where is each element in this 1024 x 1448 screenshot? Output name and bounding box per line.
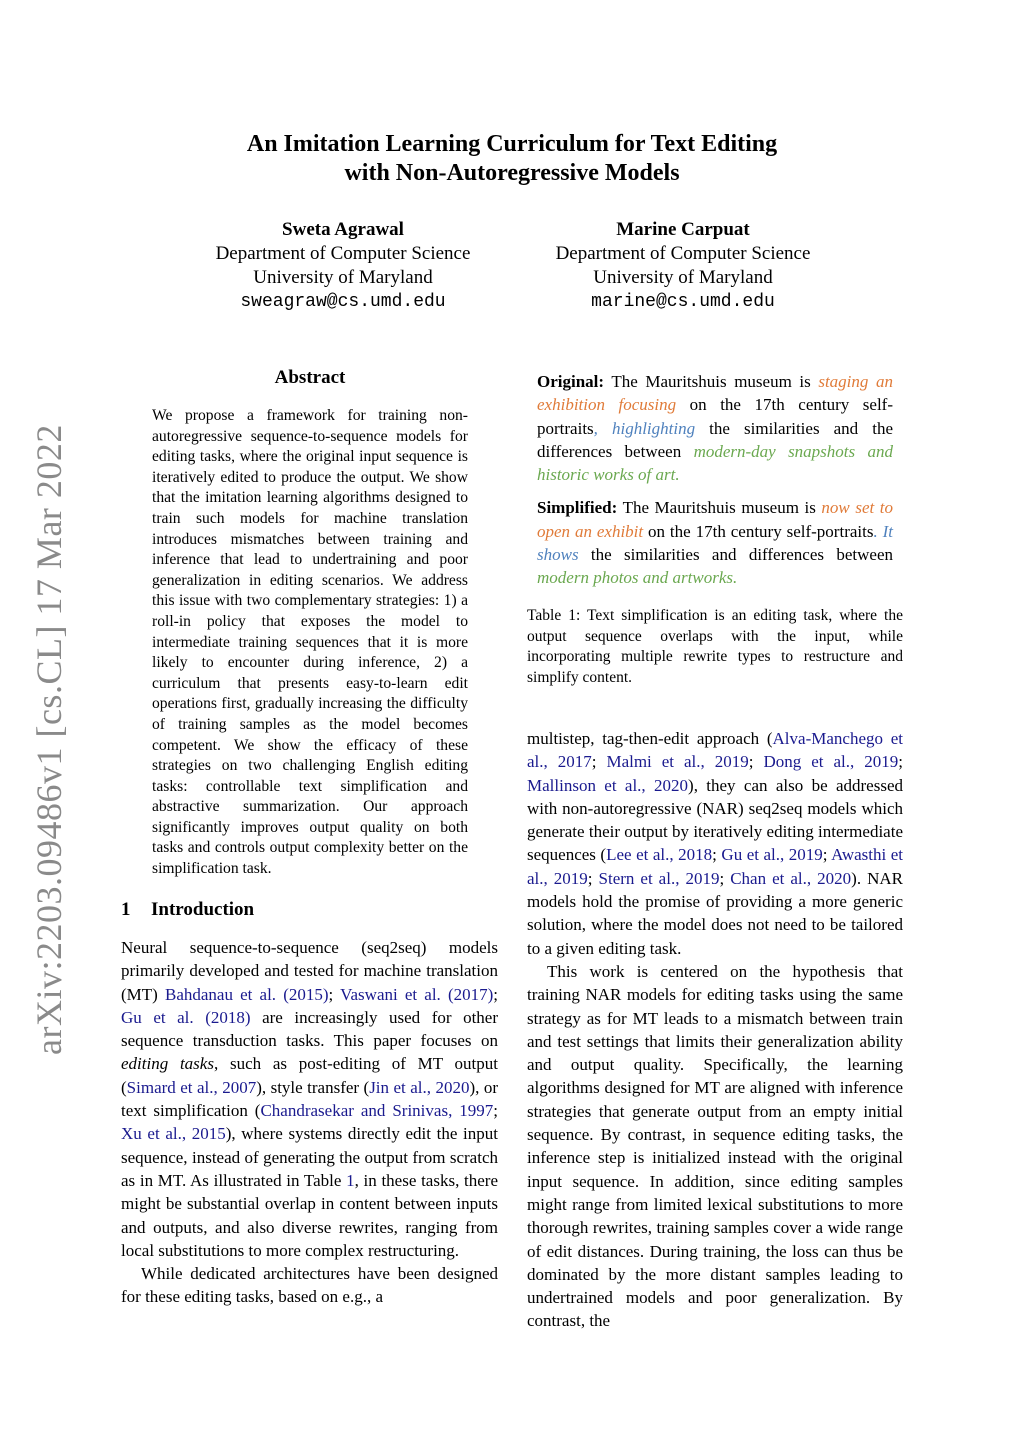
text-run: ;: [748, 752, 764, 772]
text-run: ;: [898, 752, 903, 772]
text-run: ;: [328, 984, 341, 1004]
text-run: the similarities and the differences between: [537, 418, 893, 461]
title-line-1: An Imitation Learning Curriculum for Text Editing: [246, 131, 778, 157]
original-sentence: [537, 370, 893, 486]
citation-link[interactable]: Mallinson et al., 2020: [527, 775, 689, 795]
text-run: ), or text simplification (: [121, 1077, 498, 1121]
section-number: 1: [121, 899, 131, 920]
abstract-heading: Abstract: [274, 367, 346, 388]
highlight-orange: staging an exhibition focusing: [537, 372, 893, 415]
author-univ: University of Maryland: [253, 267, 433, 288]
citation-link[interactable]: Alva-Manchego et al., 2017: [527, 729, 903, 772]
text-run: ;: [712, 845, 722, 865]
citation-link[interactable]: Bahdanau et al. (2015): [164, 984, 329, 1004]
author-univ: University of Maryland: [593, 267, 773, 288]
citation-link[interactable]: Chan et al., 2020: [730, 868, 852, 888]
arxiv-stamp: arXiv:2203.09486v1 [cs.CL] 17 Mar 2022: [29, 424, 69, 1055]
author-name: Sweta Agrawal: [282, 219, 404, 240]
citation-link[interactable]: Gu et al. (2018): [121, 1007, 251, 1027]
text-run: ). NAR models hold the promise of providing a more generic solution, where the model does not need to be tailored to a given editing task.: [527, 868, 903, 958]
text-run: ), they can also be addressed with non-autoregressive (NAR) seq2seq models which generate their output by iteratively editing intermediate sequences (: [527, 775, 903, 865]
citation-link[interactable]: Jin et al., 2020: [369, 1077, 470, 1097]
text-run: are increasingly used for other sequence transduction tasks. This paper focuses on: [121, 1007, 499, 1051]
text-run: The Mauritshuis museum is: [611, 372, 819, 391]
abstract-text: We propose a framework for training non-autoregressive sequence-to-sequence models for editing tasks, where the original input sequence is iteratively edited to produce the output. We show that the imitation learning algorithms designed to train such models for machine translation introduces mismatches between training and inference that lead to undertraining and poor generalization in editing scenarios. We address this issue with two complementary strategies: 1) a roll-in policy that exposes the model to intermediate training sequences that it is more likely to encounter during inference, 2) a curriculum that presents easy-to-learn edit operations first, gradually increasing the difficulty of training samples as the model becomes competent. We show the efficacy of these strategies on two challenging English editing tasks: controllable text simplification and abstractive summarization. Our approach significantly improves output quality on both tasks and controls output complexity better on the simplification task.: [152, 407, 468, 878]
author-dept: Department of Computer Science: [215, 243, 471, 264]
text-run: ;: [822, 845, 832, 865]
simplified-label: Simplified:: [537, 498, 618, 518]
citation-link[interactable]: Lee et al., 2018: [606, 845, 713, 865]
text-run: the similarities and differences between: [578, 545, 893, 565]
table-1-example: [537, 370, 893, 600]
author-block-1: [193, 218, 493, 314]
section-heading-introduction: [121, 899, 254, 921]
text-run: ;: [493, 1101, 498, 1121]
highlight-blue: highlighting: [611, 418, 696, 438]
citation-link[interactable]: Vaswani et al. (2017): [340, 984, 494, 1004]
paper-title: [0, 130, 1024, 188]
citation-link[interactable]: Simard et al., 2007: [126, 1077, 257, 1097]
highlight-orange: now set to open an exhibit: [537, 498, 893, 541]
text-run: ;: [493, 984, 499, 1004]
text-run: ), where systems directly edit the input sequence, instead of generating the output from scratch as in MT. As illustrated in Table: [121, 1124, 498, 1190]
text-run: ;: [591, 752, 607, 772]
text-run: on the 17th century self-portraits: [643, 521, 874, 541]
author-dept: Department of Computer Science: [555, 243, 811, 264]
simplified-sentence: [537, 496, 893, 589]
citation-link[interactable]: Malmi et al., 2019: [606, 752, 749, 772]
highlight-blue: It shows: [537, 521, 894, 565]
right-paragraph-1: [527, 727, 903, 960]
text-run: [598, 419, 612, 438]
right-paragraph-2: This work is centered on the hypothesis that training NAR models for editing tasks using the same strategy as for MT leads to a mismatch between train and test settings that limits their generalization ability and output quality. Specifically, the learning algorithms designed for MT are aligned with inference strategies that generate output from an empty initial sequence. By contrast, in sequence editing tasks, the inference step is initialized instead with the original input sequence. In addition, since editing samples might range from limited lexical substitutions to more thorough rewrites, training samples cover a wide range of edit distances. During training, the loss can thus be dominated by the more distant samples leading to undertrained models and poor generalization. By contrast, the: [527, 961, 903, 1331]
highlight-green: modern photos and artworks.: [537, 568, 738, 588]
citation-link[interactable]: Dong et al., 2019: [763, 752, 899, 772]
table-ref-link[interactable]: 1: [346, 1170, 355, 1190]
table-1-caption: Table 1: Text simplification is an editing task, where the output sequence overlaps with the input, while incorporating multiple rewrite types to restructure and simplify content.: [527, 607, 903, 686]
citation-link[interactable]: Xu et al., 2015: [121, 1124, 226, 1144]
text-run: multistep, tag-then-edit approach (: [527, 729, 773, 748]
text-run: ;: [587, 868, 599, 888]
author-email[interactable]: marine@cs.umd.edu: [591, 292, 775, 312]
original-label: Original:: [537, 372, 605, 391]
citation-link[interactable]: Gu et al., 2019: [721, 845, 823, 865]
left-column: [121, 936, 498, 1309]
author-name: Marine Carpuat: [616, 219, 750, 240]
section-title: Introduction: [151, 899, 255, 920]
text-run: , in these tasks, there might be substantial overlap in content between inputs and outputs, and also diverse rewrites, ranging from local substitutions to more complex restructuring.: [121, 1170, 498, 1260]
author-block-2: [533, 218, 833, 314]
text-run: ), style transfer (: [256, 1077, 370, 1097]
text-run: The Mauritshuis museum is: [622, 498, 822, 518]
citation-link[interactable]: Chandrasekar and Srinivas, 1997: [260, 1101, 494, 1121]
citation-link[interactable]: Stern et al., 2019: [598, 868, 720, 888]
text-run: , such as post-editing of MT output (: [121, 1054, 499, 1097]
text-run: ;: [719, 868, 731, 888]
author-email[interactable]: sweagraw@cs.umd.edu: [240, 292, 446, 312]
title-line-2: with Non-Autoregressive Models: [344, 160, 680, 186]
emphasis: editing tasks: [121, 1054, 214, 1074]
highlight-blue: .: [873, 521, 878, 541]
intro-paragraph-1: [121, 936, 498, 1262]
citation-link[interactable]: Awasthi et al., 2019: [527, 845, 903, 888]
intro-paragraph-2: While dedicated architectures have been designed for these editing tasks, based on e.g., a: [121, 1264, 498, 1307]
text-run: on the 17th century self-portraits: [537, 395, 893, 438]
right-column: [527, 727, 903, 1333]
highlight-green: modern-day snapshots and historic works of art.: [537, 441, 893, 485]
text-run: Neural sequence-to-sequence (seq2seq) models primarily developed and tested for machine translation (MT): [121, 938, 498, 1004]
highlight-blue: ,: [593, 418, 598, 438]
